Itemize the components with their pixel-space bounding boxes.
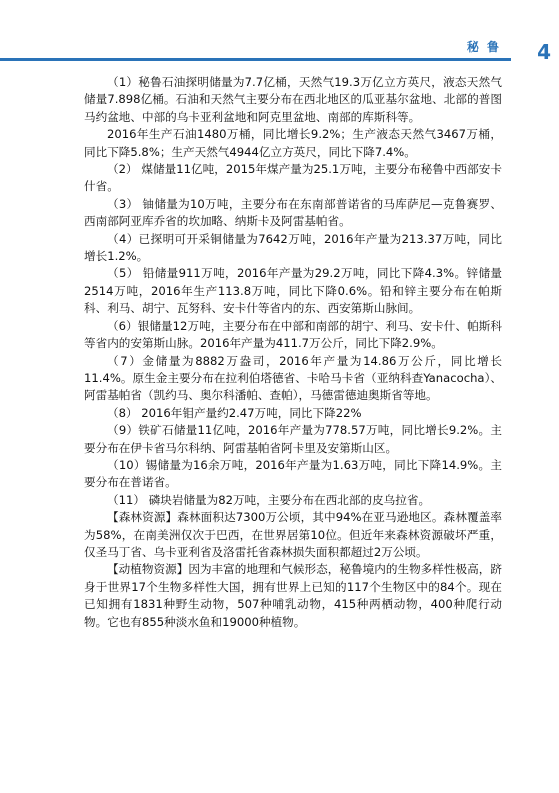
paragraph-iron: （9）铁矿石储量11亿吨，2016年产量为778.57万吨，同比增长9.2%。主要分布在伊卡省马尔科纳、阿雷基帕省阿卡里及安第斯山区。	[84, 423, 502, 455]
page-number: 4	[537, 40, 551, 64]
paragraph-tin: （10）锡储量为16余万吨，2016年产量为1.63万吨，同比下降14.9%。主要分布在普诺省。	[84, 457, 502, 490]
paragraph-copper: （4）已探明可开采铜储量为7642万吨，2016年产量为213.37万吨，同比增长1.2%。	[84, 231, 502, 264]
paragraph-phosphate: （11） 磷块岩储量为82万吨，主要分布在西北部的皮乌拉省。	[107, 492, 431, 507]
header-section-title: 秘 鲁	[466, 40, 501, 54]
paragraph-silver: （6）银储量12万吨，主要分布在中部和南部的胡宁、利马、安卡什、帕斯科等省内的安第斯山脉。2016年产量为411.7万公斤，同比下降2.9%。	[84, 318, 502, 351]
paragraph-gold: （7）金储量为8882万盎司，2016年产量为14.86万公斤，同比增长11.4%。原生金主要分布在拉利伯塔德省、卡哈马卡省（亚纳科查Yanacocha）、阿雷基帕省（凯约马、奥尔科潘帕、查帕），马德雷德迪奥斯省等地。	[84, 353, 502, 403]
paragraph-coal: （2） 煤储量11亿吨，2015年煤产量为25.1万吨，主要分布秘鲁中西部安卡什省。	[84, 162, 502, 194]
paragraph-lead-zinc: （5） 铅储量911万吨，2016年产量为29.2万吨，同比下降4.3%。锌储量2514万吨，2016年生产113.8万吨，同比下降0.6%。铅和锌主要分布在帕斯科、利马、胡宁、瓦努科、安卡什等省内的东、西安第斯山脉间。	[84, 266, 502, 316]
header-rule	[0, 58, 511, 61]
paragraph-biodiversity: 【动植物资源】因为丰富的地理和气候形态，秘鲁境内的生物多样性极高，跻身于世界17个生物多样性大国，拥有世界上已知的117个生物区中的84个。现在已知拥有1831种野生动物，507种哺乳动物，415种两栖动物，400种爬行动物。它也有855种淡水鱼和19000种植物。	[84, 562, 502, 629]
paragraph-oil-gas: （1）秘鲁石油探明储量为7.7亿桶，天然气19.3万亿立方英尺，液态天然气储量7.898亿桶。石油和天然气主要分布在西北地区的瓜亚基尔盆地、北部的普图马约盆地、中部的乌卡亚利盆地和阿克里盆地、南部的库斯科等。	[84, 75, 502, 124]
paragraph-molybdenum: （8） 2016年钼产量约2.47万吨，同比下降22%	[107, 405, 362, 420]
body-text	[84, 74, 502, 631]
paragraph-forest: 【森林资源】森林面积达7300万公顷，其中94%在亚马逊地区。森林覆盖率为58%，在南美洲仅次于巴西，在世界居第10位。但近年来森林资源破坏严重，仅圣马丁省、乌卡亚利省及洛雷托省森林损失面积都超过2万公顷。	[84, 510, 502, 559]
paragraph-oil-production: 2016年生产石油1480万桶，同比增长9.2%；生产液态天然气3467万桶，同比下降5.8%；生产天然气4944亿立方英尺，同比下降7.4%。	[84, 127, 502, 159]
paragraph-uranium: （3） 铀储量为10万吨，主要分布在东南部普诺省的马库萨尼—克鲁赛罗、西南部阿亚库乔省的坎加略、纳斯卡及阿雷基帕省。	[84, 196, 502, 229]
